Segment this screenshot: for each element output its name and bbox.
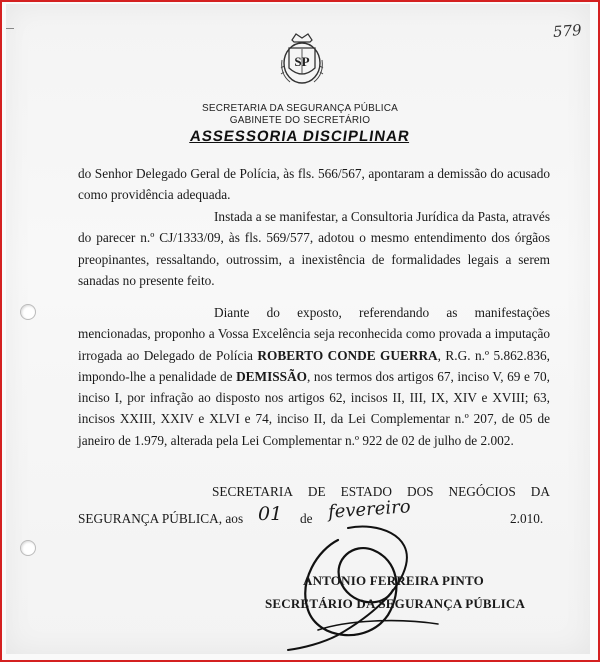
punch-hole (20, 540, 36, 556)
paragraph-2 (78, 206, 550, 291)
date-word: ESTADO (340, 484, 392, 499)
signatory-name: ANTONIO FERREIRA PINTO (303, 573, 484, 588)
header-gabinete: GABINETE DO SECRETÁRIO (229, 115, 371, 126)
paragraph-3 (78, 302, 550, 451)
paragraph-1: do Senhor Delegado Geral de Polícia, às fls. 566/567, apontaram a demissão do acusado como providência adequada. (78, 166, 550, 203)
paragraph-3-text-b: , R.G. n.º 5.862.836, impondo-lhe a penalidade de (78, 347, 550, 384)
margin-mark (6, 28, 14, 29)
date-word: SECRETARIA (212, 484, 293, 499)
date-word: DE (307, 484, 326, 499)
penalty: DEMISSÃO (236, 368, 308, 384)
date-segment-b: de (300, 511, 313, 526)
date-word: NEGÓCIOS (448, 484, 516, 499)
date-word: DOS (406, 484, 434, 499)
state-seal-icon (276, 30, 328, 88)
date-word: DA (530, 484, 550, 499)
paragraph-2-text: Instada a se manifestar, a Consultoria Jurídica da Pasta, através do parecer n.º CJ/1333/09, às fls. 569/577, adotou o mesmo entendimento dos órgãos preopinantes, ressaltando, outrossim, a inexistência de formalidades legais a serem sanadas no presente feito. (78, 209, 550, 288)
date-year: 2.010. (510, 511, 544, 526)
signatory-title: SECRETÁRIO DA SEGURANÇA PÚBLICA (265, 596, 526, 611)
header-assessoria: ASSESSORIA DISCIPLINAR (188, 128, 412, 145)
handwritten-day: 01 (258, 503, 283, 525)
paragraph-3-text-c: , nos termos dos artigos 67, inciso V, 69 e 70, inciso I, por infração ao disposto nos artigos 62, incisos II, III, IX, XIV e XVIII; 63, incisos XXIII, XXIV e XLVI e 74, inciso II, da Lei Complementar n.º 207, de 05 de janeiro de 1.979, alterada pela Lei Complementar n.º 922 de 02 de julho de 2.002. (78, 368, 550, 448)
seal-lettering: SP (294, 54, 310, 69)
accused-name: ROBERTO CONDE GUERRA (257, 347, 438, 363)
handwritten-month: fevereiro (327, 496, 412, 523)
date-segment-a: SEGURANÇA PÚBLICA, aos (78, 511, 244, 526)
paragraph-3-text-a: Diante do exposto, referendando as manifestações mencionadas, proponho a Vossa Excelência seja reconhecida como provada a imputação irrogada ao Delegado de Polícia (78, 305, 550, 363)
page-number: 579 (552, 21, 583, 41)
punch-hole (20, 304, 36, 320)
header-secretaria: SECRETARIA DA SEGURANÇA PÚBLICA (201, 103, 399, 114)
